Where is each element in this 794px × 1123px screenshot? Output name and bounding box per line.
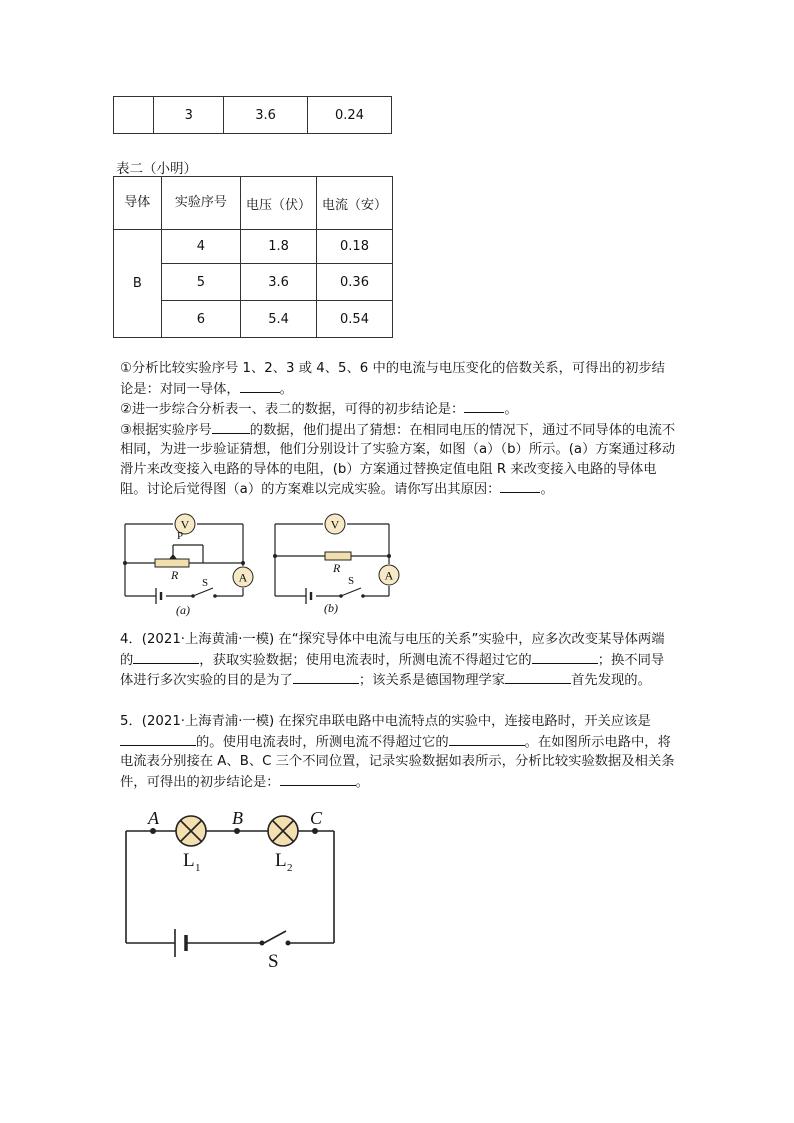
header-cell: 导体: [114, 177, 162, 230]
svg-text:V: V: [180, 517, 190, 532]
table2-caption: 表二（小明）: [116, 161, 197, 177]
table-cell: 4: [161, 230, 241, 264]
battery-icon: [175, 929, 186, 957]
svg-text:V: V: [330, 517, 340, 532]
answer-blank[interactable]: [240, 379, 280, 393]
header-cell: 电压（伏）: [241, 177, 317, 230]
svg-text:A: A: [238, 570, 248, 585]
point-b-label: B: [232, 808, 243, 828]
table-cell: 0.24: [307, 97, 391, 134]
answer-blank[interactable]: [120, 732, 196, 746]
table-cell: [114, 97, 154, 134]
table-row: [114, 97, 392, 134]
problem-4: 4．(2021·上海黄浦·一模) 在“探究导体中电流与电压的关系”实验中，应多次改变某导体两端的 ，获取实验数据；使用电流表时，所测电流不得超过它的 ；换不同导体进行多次实验的目的是为了 ；该关系是德国物理学家 首先发现的。: [120, 632, 665, 688]
table-cell: 0.36: [317, 264, 393, 301]
question-2: ②进一步综合分析表一、表二的数据，可得的初步结论是： 。: [120, 399, 676, 420]
answer-blank[interactable]: [212, 420, 250, 434]
answer-blank[interactable]: [449, 732, 525, 746]
header-cell: 电流（安）: [317, 177, 393, 230]
point-c-label: C: [310, 808, 323, 828]
answer-blank[interactable]: [505, 670, 571, 684]
table-header-row: [114, 177, 393, 230]
lamp-l1-label: L: [183, 850, 195, 871]
voltmeter-icon: [325, 514, 345, 534]
switch-label: S: [348, 575, 355, 587]
circuit-diagrams-ab: [115, 508, 415, 623]
lamp-l2-icon: [268, 816, 298, 846]
question-1: ①分析比较实验序号 1、2、3 或 4、5、6 中的电流与电压变化的倍数关系，可得出的初步结论是：对同一导体， 。: [120, 361, 665, 397]
ammeter-icon: [233, 567, 253, 587]
table-cell: 3.6: [224, 97, 308, 134]
table-row: [114, 230, 393, 264]
table-cell: 3.6: [241, 264, 317, 301]
svg-text:A: A: [384, 568, 394, 583]
lamp-l1-subscript: 1: [195, 862, 201, 874]
caption-b: (b): [324, 601, 338, 615]
question-3: ③根据实验序号 的数据，他们提出了猜想：在相同电压的情况下，通过不同导体的电流不相同，为进一步验证猜想，他们分别设计了实验方案，如图（a）（b）所示。(a）方案通过移动滑片来改变接入电路的导体的电阻，(b）方案通过替换定值电阻 R 来改变接入电路的导体电阻。讨论后觉得图（a）的方案难以完成实验。请你写出其原因： 。: [120, 420, 676, 500]
slide-rheostat-icon: [155, 559, 189, 567]
lamp-l1-icon: [176, 816, 206, 846]
answer-blank[interactable]: [500, 479, 540, 493]
switch-label: S: [202, 577, 209, 589]
slider-label: P: [177, 530, 184, 542]
answer-blank[interactable]: [293, 670, 359, 684]
series-circuit-diagram: [118, 805, 348, 975]
conductor-cell: B: [114, 230, 162, 338]
header-cell: 实验序号: [161, 177, 241, 230]
questions-block: [120, 359, 676, 500]
point-c-node: [312, 828, 318, 834]
resistor-icon: [325, 552, 351, 560]
resistor-label: R: [333, 561, 341, 575]
problem-5: 5．(2021·上海青浦·一模) 在探究串联电路中电流特点的实验中，连接电路时，开关应该是的。使用电流表时，所测电流不得超过它的 。在如图所示电路中，将电流表分别接在 A、B、C 三个不同位置，记录实验数据如表所示，分析比较实验数据及相关条件，可得出的初步结论是： 。: [120, 714, 675, 790]
switch-label: S: [268, 951, 279, 972]
caption-a: (a): [176, 603, 190, 617]
slider-arrow-icon: [169, 554, 177, 559]
answer-blank[interactable]: [280, 772, 356, 786]
table-cell: 0.54: [317, 301, 393, 338]
lamp-l2-subscript: 2: [287, 862, 293, 874]
ammeter-icon: [379, 565, 399, 585]
point-a-node: [150, 828, 156, 834]
resistor-label: R: [171, 568, 179, 582]
table2: [113, 176, 393, 338]
point-a-label: A: [148, 808, 159, 828]
table-cell: 1.8: [241, 230, 317, 264]
table1-tail: [113, 96, 392, 134]
lamp-l2-label: L: [275, 850, 287, 871]
table-cell: 5: [161, 264, 241, 301]
table-cell: 5.4: [241, 301, 317, 338]
point-b-node: [234, 828, 240, 834]
table-cell: 6: [161, 301, 241, 338]
table-cell: 3: [154, 97, 224, 134]
table-cell: 0.18: [317, 230, 393, 264]
answer-blank[interactable]: [133, 650, 199, 664]
answer-blank[interactable]: [464, 399, 504, 413]
answer-blank[interactable]: [532, 650, 598, 664]
